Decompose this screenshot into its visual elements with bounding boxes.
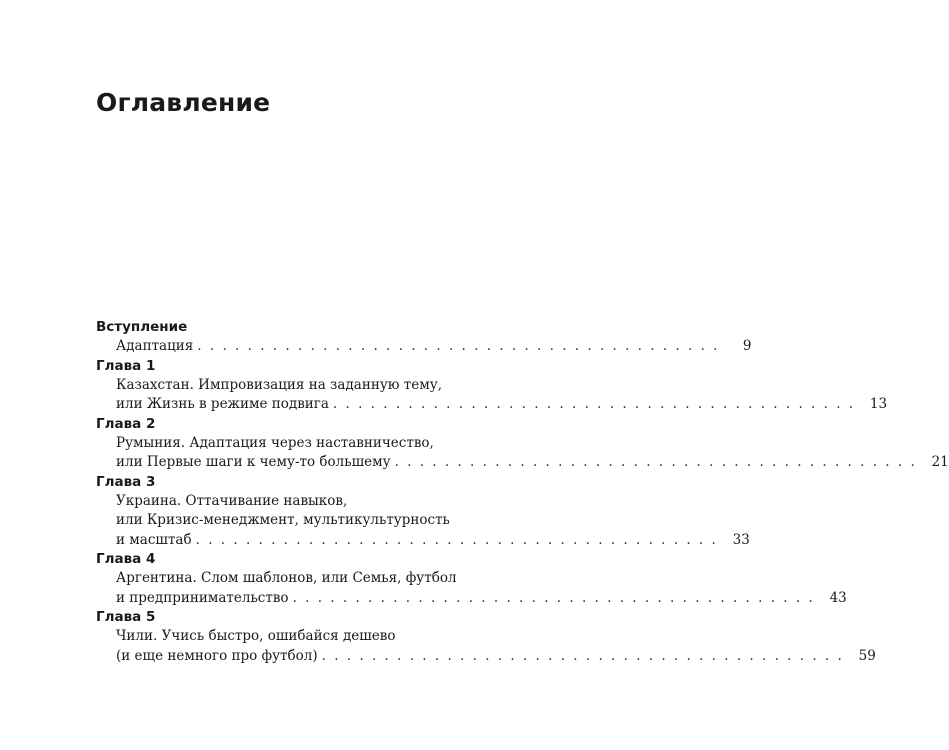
entry-line: Аргентина. Слом шаблонов, или Семья, футбол: [116, 570, 457, 586]
toc-entry[interactable]: [116, 337, 752, 357]
page-title: Оглавление: [96, 88, 271, 117]
page-number: 59: [858, 647, 876, 664]
toc-entry[interactable]: [116, 434, 949, 473]
entry-line: и предпринимательство: [116, 589, 289, 606]
entry-line: Украина. Оттачивание навыков,: [116, 492, 348, 509]
entry-line: (и еще немного про футбол): [116, 647, 318, 664]
page-number: 21: [931, 454, 949, 470]
toc-section-introduction: [96, 318, 752, 357]
entry-line: или Первые шаги к чему-то большему: [116, 454, 391, 470]
section-heading: Глава 2: [96, 415, 156, 432]
toc-entry[interactable]: [116, 376, 888, 415]
toc-entry[interactable]: [116, 492, 750, 551]
toc-section-chapter-4: [96, 550, 847, 608]
toc-section-chapter-1: [96, 357, 888, 415]
section-heading: Глава 1: [96, 357, 156, 374]
page-number: 43: [829, 589, 847, 606]
toc-section-chapter-2: [96, 415, 949, 473]
dot-leader: . . . . . . . . . . . . . . . . . . . . . . . . . . . . . . . . . . . . . . . . . .: [197, 338, 720, 354]
section-heading: Вступление: [96, 319, 188, 335]
entry-line: и масштаб: [116, 531, 192, 548]
dot-leader: . . . . . . . . . . . . . . . . . . . . . . . . . . . . . . . . . . . . . . . . . .: [292, 589, 815, 606]
entry-line: Казахстан. Импровизация на заданную тему,: [116, 376, 443, 393]
dot-leader: . . . . . . . . . . . . . . . . . . . . . . . . . . . . . . . . . . . . . . . . . .: [394, 454, 917, 470]
entry-line: или Жизнь в режиме подвига: [116, 396, 329, 412]
dot-leader: . . . . . . . . . . . . . . . . . . . . . . . . . . . . . . . . . . . . . . . . . .: [195, 531, 718, 548]
toc-entry[interactable]: [116, 627, 876, 666]
section-heading: Глава 5: [96, 609, 156, 625]
toc-section-chapter-5: [96, 608, 876, 666]
entry-line: или Кризис-менеджмент, мультикультурность: [116, 512, 450, 528]
page-number: 13: [869, 396, 888, 412]
dot-leader: . . . . . . . . . . . . . . . . . . . . . . . . . . . . . . . . . . . . . . . . . .: [321, 647, 844, 664]
section-heading: Глава 4: [96, 551, 156, 567]
page-number: 33: [732, 531, 750, 548]
entry-line: Чили. Учись быстро, ошибайся дешево: [116, 628, 396, 644]
section-heading: Глава 3: [96, 473, 156, 490]
entry-line: Румыния. Адаптация через наставничество,: [116, 434, 434, 451]
dot-leader: . . . . . . . . . . . . . . . . . . . . . . . . . . . . . . . . . . . . . . . . . .: [332, 396, 856, 412]
toc-section-chapter-3: [96, 473, 750, 551]
toc-entry[interactable]: [116, 569, 847, 608]
page-number: 9: [742, 338, 752, 354]
entry-line: Адаптация: [116, 338, 194, 354]
table-of-contents: [96, 318, 949, 666]
